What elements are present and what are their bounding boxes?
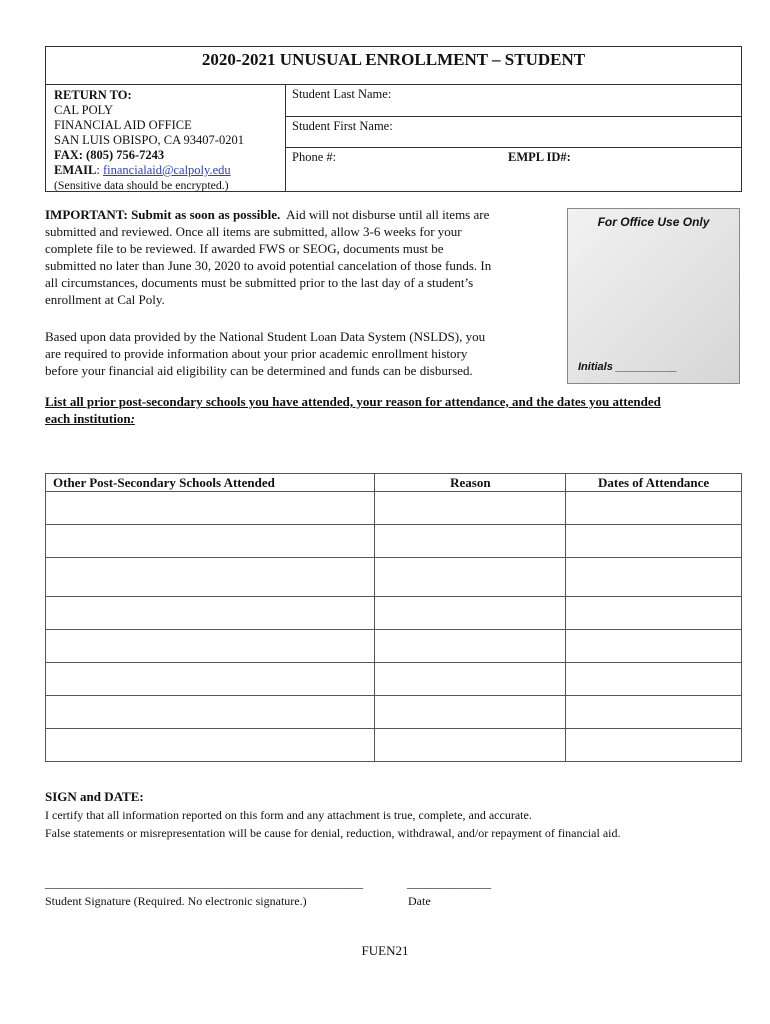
office-initials: Initials __________ xyxy=(578,361,678,373)
nslds-line: are required to provide information about your prior academic enrollment history xyxy=(45,346,468,361)
important-line: submitted no later than June 30, 2020 to avoid potential cancelation of those funds. In xyxy=(45,258,492,273)
office-use-box xyxy=(567,208,740,384)
school-cell[interactable] xyxy=(46,525,375,558)
important-text: Aid will not disburse until all items are xyxy=(286,207,490,222)
table-row xyxy=(46,525,742,558)
email-row: EMAIL: financialaid@calpoly.edu xyxy=(54,163,231,177)
dates-cell[interactable] xyxy=(566,696,742,729)
phone-label: Phone #: xyxy=(292,150,337,164)
school-cell[interactable] xyxy=(46,729,375,762)
dates-cell[interactable] xyxy=(566,492,742,525)
dates-cell[interactable] xyxy=(566,630,742,663)
signature-line[interactable]: _____________________________________________________ xyxy=(45,876,363,890)
instructions-line: List all prior post-secondary schools you have attended, your reason for attendance, and the dates you attended xyxy=(45,394,661,409)
important-lead: IMPORTANT: Submit as soon as possible. xyxy=(45,207,281,222)
school-cell[interactable] xyxy=(46,630,375,663)
dates-cell[interactable] xyxy=(566,597,742,630)
table-row xyxy=(46,558,742,597)
table-row xyxy=(46,492,742,525)
col-header-reason: Reason xyxy=(375,474,566,492)
school-cell[interactable] xyxy=(46,696,375,729)
col-header-schools: Other Post-Secondary Schools Attended xyxy=(46,474,375,492)
school-cell[interactable] xyxy=(46,492,375,525)
email-link[interactable]: financialaid@calpoly.edu xyxy=(102,163,231,177)
last-name-field[interactable] xyxy=(286,85,742,117)
reason-cell[interactable] xyxy=(375,525,566,558)
return-line: FINANCIAL AID OFFICE xyxy=(54,118,192,132)
reason-cell[interactable] xyxy=(375,492,566,525)
office-use-title: For Office Use Only xyxy=(597,215,710,229)
encryption-note: (Sensitive data should be encrypted.) xyxy=(54,178,229,192)
email-label: EMAIL xyxy=(54,163,97,177)
return-line: SAN LUIS OBISPO, CA 93407-0201 xyxy=(54,133,244,147)
phone-empl-row[interactable] xyxy=(286,148,742,192)
reason-cell[interactable] xyxy=(375,597,566,630)
important-line xyxy=(45,206,560,223)
school-cell[interactable] xyxy=(46,663,375,696)
sign-heading: SIGN and DATE: xyxy=(45,789,144,804)
reason-cell[interactable] xyxy=(375,696,566,729)
reason-cell[interactable] xyxy=(375,630,566,663)
important-line: submitted and reviewed. Once all items are submitted, allow 3-6 weeks for your xyxy=(45,224,462,239)
return-line: CAL POLY xyxy=(54,103,114,117)
table-header-row xyxy=(46,474,742,492)
fax-number: FAX: (805) 756-7243 xyxy=(54,148,165,162)
schools-table xyxy=(45,473,742,762)
important-paragraph xyxy=(45,206,560,308)
list-instructions xyxy=(45,393,735,427)
table-row xyxy=(46,597,742,630)
dates-cell[interactable] xyxy=(566,663,742,696)
return-to-block xyxy=(54,88,284,193)
instructions-text: each institution xyxy=(45,411,131,426)
reason-cell[interactable] xyxy=(375,663,566,696)
dates-cell[interactable] xyxy=(566,729,742,762)
school-cell[interactable] xyxy=(46,558,375,597)
nslds-line: before your financial aid eligibility can be determined and funds can be disbursed. xyxy=(45,363,473,378)
table-row xyxy=(46,663,742,696)
date-line[interactable]: ______________ xyxy=(407,876,491,890)
dates-cell[interactable] xyxy=(566,525,742,558)
instructions-line-2 xyxy=(45,410,735,427)
reason-cell[interactable] xyxy=(375,558,566,597)
reason-cell[interactable] xyxy=(375,729,566,762)
form-title: 2020-2021 UNUSUAL ENROLLMENT – STUDENT xyxy=(46,47,741,85)
return-to-heading: RETURN TO: xyxy=(54,88,132,102)
false-statements-line: False statements or misrepresentation will be cause for denial, reduction, withdrawal, and/or repayment of financial aid. xyxy=(45,826,621,840)
student-fields xyxy=(285,85,742,192)
signature-label: Student Signature (Required. No electronic signature.) xyxy=(45,894,307,908)
nslds-paragraph xyxy=(45,328,560,379)
empl-id-label: EMPL ID#: xyxy=(508,150,571,164)
nslds-line: Based upon data provided by the National Student Loan Data System (NSLDS), you xyxy=(45,329,486,344)
first-name-label: Student First Name: xyxy=(292,119,393,133)
table-row xyxy=(46,696,742,729)
header-box xyxy=(45,46,742,192)
school-cell[interactable] xyxy=(46,597,375,630)
important-line: enrollment at Cal Poly. xyxy=(45,292,165,307)
dates-cell[interactable] xyxy=(566,558,742,597)
col-header-dates: Dates of Attendance xyxy=(566,474,742,492)
certify-line: I certify that all information reported on this form and any attachment is true, complete, and accurate. xyxy=(45,808,532,822)
important-line: all circumstances, documents must be submitted prior to the last day of a student’s xyxy=(45,275,474,290)
important-line: complete file to be reviewed. If awarded FWS or SEOG, documents must be xyxy=(45,241,444,256)
first-name-field[interactable] xyxy=(286,117,742,148)
last-name-label: Student Last Name: xyxy=(292,87,392,101)
date-label: Date xyxy=(408,894,431,908)
table-row xyxy=(46,630,742,663)
form-code: FUEN21 xyxy=(361,943,409,958)
instructions-colon: : xyxy=(130,411,135,426)
table-row xyxy=(46,729,742,762)
